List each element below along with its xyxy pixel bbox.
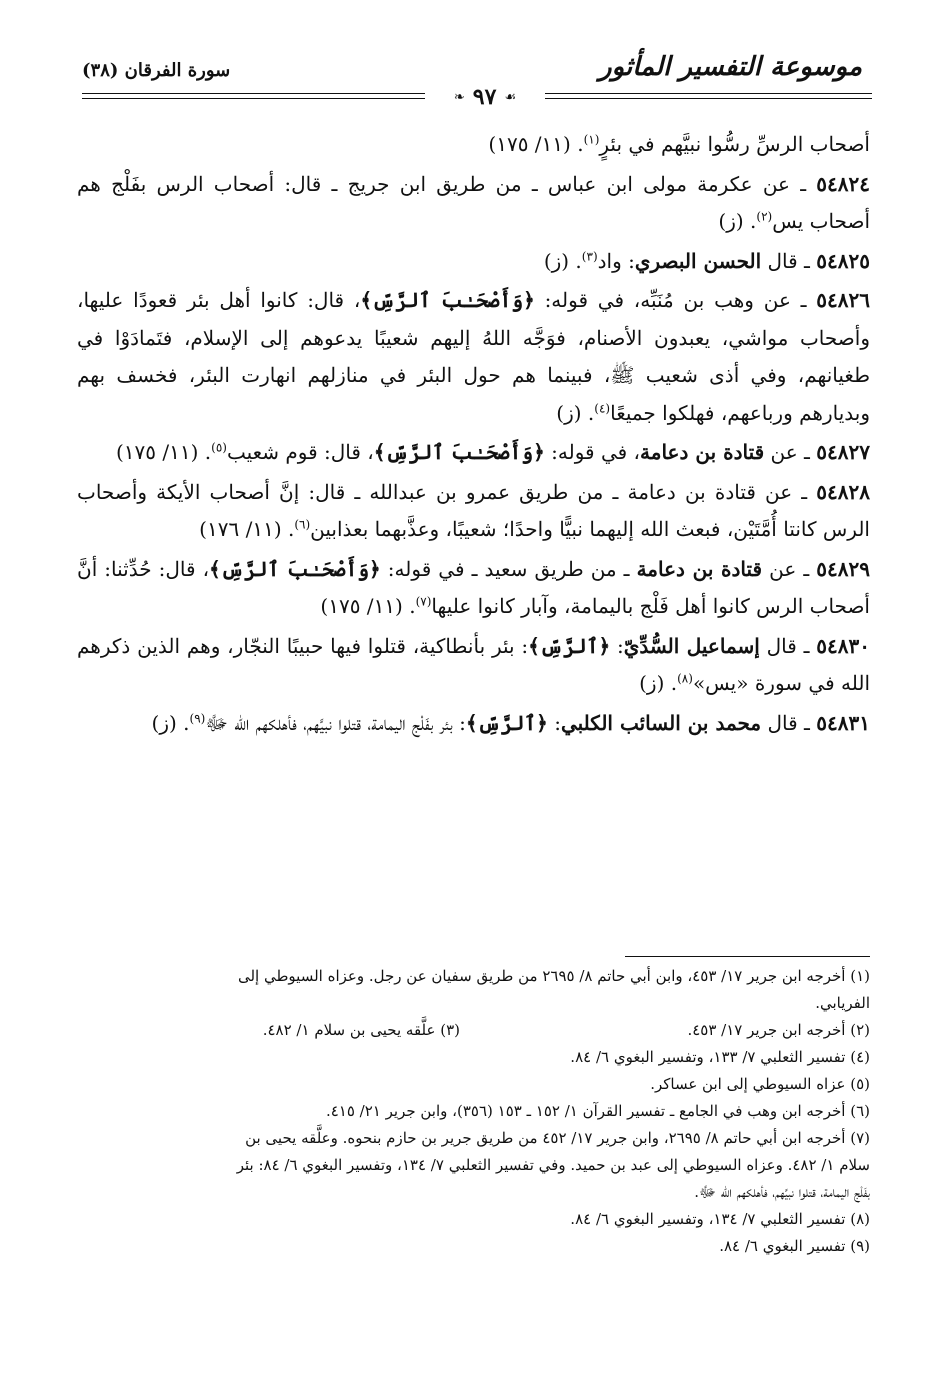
entry-text: :: [547, 710, 561, 735]
entry-text: ، قال: قوم شعيب: [226, 440, 374, 464]
entry-text: ، قال: حُدِّثنا: أنَّ أصحاب الرس كانوا أهل فَلْج باليمامة، وآبار كانوا عليها: [77, 556, 870, 618]
entry-continuation: [77, 126, 870, 164]
footnote-7-cont2: بفَلْج اليمامة، قتلوا نبيَّهم، فأهلكهم الله ﷻ.: [694, 1183, 870, 1201]
entry-54826: [77, 282, 870, 432]
entry-number: ٥٤٨٣٠: [816, 633, 870, 658]
entry-text: أصحاب الرسِّ رسُّوا نبيَّهم في بئرٍ: [599, 132, 870, 156]
narrator-name: قتادة بن دعامة: [640, 440, 765, 464]
entry-ref: . (ز): [718, 209, 757, 233]
entry-number: ٥٤٨٢٧: [816, 440, 870, 464]
entry-ref: . (١١/ ١٧٦): [199, 517, 295, 541]
footnote-1: (١) أخرجه ابن جرير ١٧/ ٤٥٣، وابن أبي حاتم ٨/ ٢٦٩٥ من طريق سفيان عن رجل. وعزاه السيوطي إلى: [237, 967, 870, 985]
footnote-separator: [625, 956, 870, 957]
entry-number: ٥٤٨٢٥: [816, 248, 870, 273]
quran-verse: ﴿وَأَصْحَـٰبَ ٱلرَّسِّ﴾: [209, 556, 381, 581]
footnote-ref: (٢): [756, 209, 773, 224]
entry-number: ٥٤٨٢٨: [816, 479, 870, 504]
footnote-3: (٣) علَّقه يحيى بن سلام ١/ ٤٨٢.: [262, 1021, 460, 1039]
footnote-ref: (٩): [189, 710, 206, 725]
entry-54827: [77, 434, 870, 472]
entry-54824: [77, 166, 870, 241]
footnotes: [77, 963, 870, 1260]
entry-text: ـ قال: [761, 710, 817, 735]
ornament-icon: ❧: [453, 89, 465, 105]
page-number: ٩٧: [472, 84, 497, 110]
quran-verse: ﴿وَأَصْحَـٰبَ ٱلرَّسِّ﴾: [373, 440, 545, 464]
entry-text: ـ عن وهب بن مُنَبِّه، في قوله:: [534, 288, 817, 312]
narrator-name: إسماعيل السُّدِّيّ: [623, 633, 760, 658]
entry-54828: [77, 474, 870, 549]
entry-text: ـ عن: [764, 440, 817, 464]
entry-text: ـ عن عكرمة مولى ابن عباس ـ من طريق ابن جريج ـ قال: أصحاب الرس بفَلْج هم أصحاب يس: [77, 171, 870, 233]
entry-text: : واد: [597, 248, 635, 273]
entry-54825: [77, 243, 870, 281]
entry-ref: . (١١/ ١٧٥): [320, 594, 416, 618]
entry-text: ـ عن قتادة بن دعامة ـ من طريق عمرو بن عبدالله ـ قال: إنَّ أصحاب الأيكة وأصحاب الرس كانتا أُمَّتَيْن، فبعث الله إليهما نبيًّا واحدًا؛ شعيبًا، وعذَّبهما بعذابين: [77, 479, 870, 541]
narrator-name: قتادة بن دعامة: [636, 556, 763, 581]
entry-text: ـ من طريق سعيد ـ في قوله:: [380, 556, 637, 581]
entry-text: ، قال: كانوا أهل بئر قعودًا عليها، وأصحاب مواشي، يعبدون الأصنام، فوَجَّه اللهُ إليهم شعيبًا يدعوهم إلى الإسلام، فتَمادَوْا في طغيانهم، وفي أذى شعيب ﷺ، فبينما هم حول البئر في منازلهم انهارت البئر، فخسف بهم وبديارهم ورباعهم، فهلكوا جميعًا: [77, 288, 870, 425]
footnote-7-cont: سلام ١/ ٤٨٢. وعزاه السيوطي إلى عبد بن حميد. وفي تفسير الثعلبي ٧/ ١٣٤، وتفسير البغوي ٦/ ٨٤: بئر: [236, 1156, 870, 1174]
entry-text: ، في قوله:: [544, 440, 641, 464]
footnote-ref: (٨): [677, 671, 693, 686]
quran-verse: ﴿ٱلرَّسِّ﴾: [465, 710, 548, 735]
footnote-8: (٨) تفسير الثعلبي ٧/ ١٣٤، وتفسير البغوي ٦/ ٨٤.: [570, 1210, 870, 1228]
footnote-ref: (١): [583, 132, 600, 147]
entry-text: ـ قال: [761, 248, 817, 273]
ornament-icon: ☙: [504, 89, 517, 105]
surah-title: سورة الفرقان (٣٨): [82, 60, 231, 81]
footnote-5: (٥) عزاه السيوطي إلى ابن عساكر.: [650, 1075, 870, 1093]
narrator-name: محمد بن السائب الكلبي: [560, 710, 762, 735]
entry-number: ٥٤٨٢٩: [816, 556, 870, 581]
entry-number: ٥٤٨٢٦: [816, 288, 870, 312]
page-number-box: [425, 84, 545, 110]
entry-54831: [77, 705, 870, 743]
book-title: موسوعة التفسير المأثور: [599, 52, 862, 82]
entry-54829: [77, 551, 870, 626]
main-text: [77, 126, 870, 744]
footnote-row-2-3: [77, 1017, 870, 1044]
footnote-1-cont: الفريابي.: [815, 994, 870, 1012]
entry-text: : بئر بفَلْج اليمامة، قتلوا نبيَّهم، فأهلكهم الله ﷻ: [205, 710, 466, 735]
entry-ref: . (ز): [151, 710, 190, 735]
quran-verse: ﴿ٱلرَّسِّ﴾: [528, 633, 611, 658]
footnote-ref: (٤): [594, 400, 611, 415]
footnote-ref: (٦): [294, 517, 311, 532]
entry-ref: . (ز): [639, 671, 678, 695]
entry-text: ـ عن: [762, 556, 817, 581]
footnote-7: (٧) أخرجه ابن أبي حاتم ٨/ ٢٦٩٥، وابن جرير ١٧/ ٤٥٢ من طريق جرير بن حازم بنحوه. وعلَّقه يحيى بن: [245, 1129, 870, 1147]
entry-ref: . (ز): [543, 248, 582, 273]
footnote-9: (٩) تفسير البغوي ٦/ ٨٤.: [719, 1237, 870, 1255]
entry-54830: [77, 628, 870, 703]
entry-text: : بئر بأنطاكية، قتلوا فيها حبيبًا النجّار، وهم الذين ذكرهم الله في سورة «يس»: [77, 633, 870, 695]
entry-ref: . (١١/ ١٧٥): [488, 132, 584, 156]
entry-ref: . (ز): [556, 400, 595, 425]
entry-text: :: [610, 633, 624, 658]
narrator-name: الحسن البصري: [634, 248, 762, 273]
footnote-ref: (٥): [211, 440, 227, 455]
footnote-ref: (٣): [581, 248, 598, 263]
entry-ref: . (١١/ ١٧٥): [115, 440, 212, 464]
footnote-6: (٦) أخرجه ابن وهب في الجامع ـ تفسير القرآن ١/ ١٥٢ ـ ١٥٣ (٣٥٦)، وابن جرير ٢١/ ٤١٥.: [325, 1102, 870, 1120]
entry-number: ٥٤٨٢٤: [816, 171, 870, 196]
footnote-ref: (٧): [415, 594, 432, 609]
quran-verse: ﴿وَأَصْحَـٰبَ ٱلرَّسِّ﴾: [360, 288, 535, 312]
entry-number: ٥٤٨٣١: [816, 710, 870, 735]
footnote-2: (٢) أخرجه ابن جرير ١٧/ ٤٥٣.: [687, 1021, 870, 1039]
entry-text: ـ قال: [759, 633, 817, 658]
footnote-4: (٤) تفسير الثعلبي ٧/ ١٣٣، وتفسير البغوي ٦/ ٨٤.: [570, 1048, 870, 1066]
